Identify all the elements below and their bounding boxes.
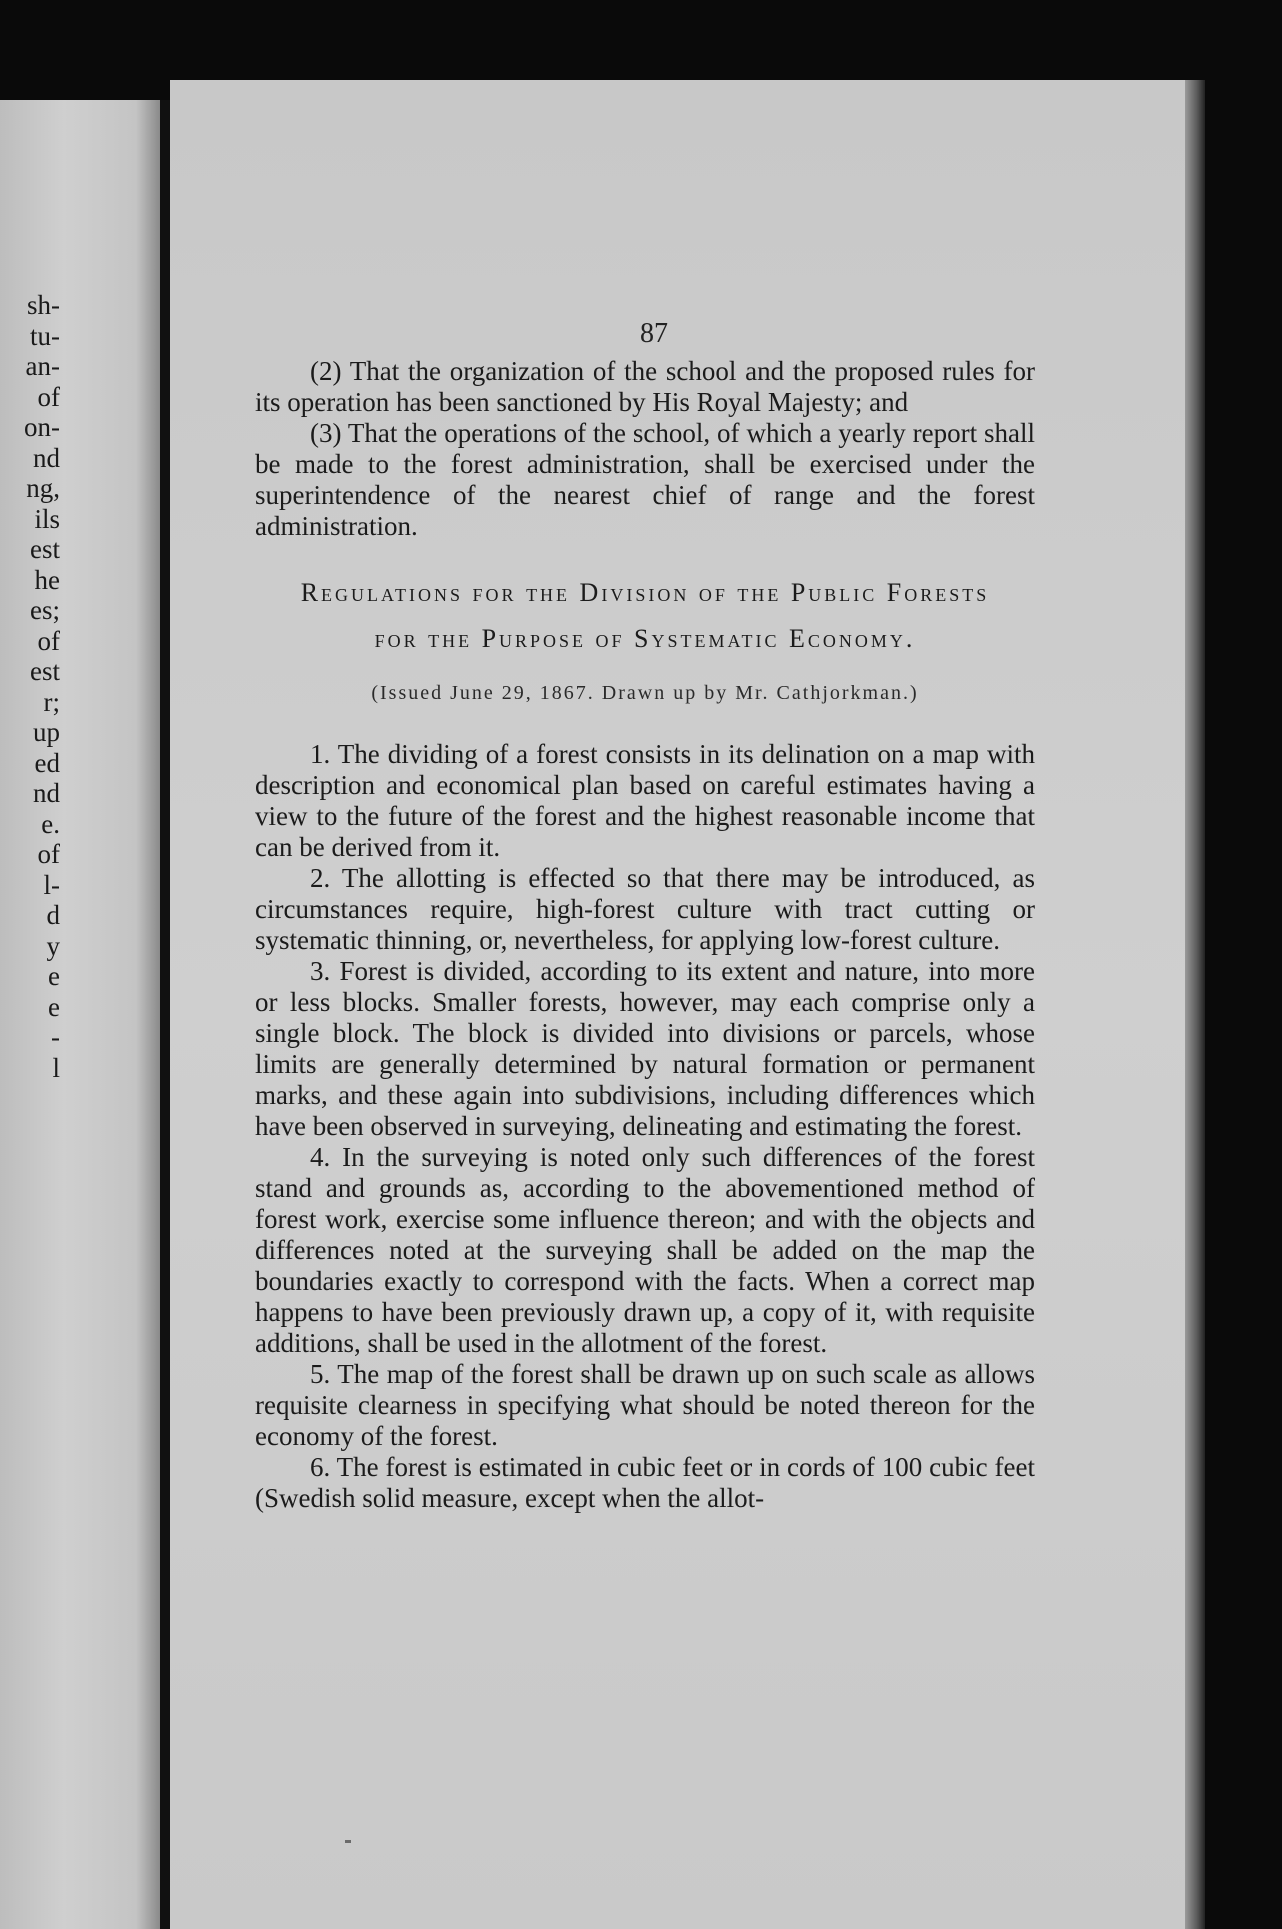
paragraph-2: (2) That the organization of the school and the proposed rules for its operation has been sanctioned by His Royal Majesty; and [255,356,1035,417]
left-page-fragment: of [37,381,60,412]
left-page-fragment: y [46,930,60,961]
left-page-text-fragments [0,290,60,1083]
left-page-fragment: - [51,1022,60,1052]
left-page-fragment: tu- [30,320,60,351]
left-page-fragment: e [48,991,60,1022]
left-page-fragment: ng, [26,473,60,503]
left-page-fragment: r; [43,686,60,717]
left-page-fragment: sh- [27,290,60,320]
left-page-fragment: e [48,961,60,991]
left-page-fragment: ils [34,503,60,534]
left-page-fragment: l [52,1052,60,1083]
paragraph-3: (3) That the operations of the school, of which a yearly report shall be made to the forest administration, shall be exercised under the superintendence of the nearest chief of range and the forest administration. [255,418,1035,541]
left-page-fragment: on- [24,412,60,442]
left-page-fragment: l- [43,869,60,900]
paper-speck [345,1840,351,1843]
left-page-fragment: ed [34,747,60,778]
page-edge [1185,80,1205,1929]
rule-2: 2. The allotting is effected so that there may be introduced, as circumstances require, high-forest culture with tract cutting or systematic thinning, or, nevertheless, for applying low-forest culture. [255,863,1035,955]
section-heading-line-2: for the Purpose of Systematic Economy. [374,624,916,653]
rule-3: 3. Forest is divided, according to its extent and nature, into more or less blocks. Smaller forests, however, may each comprise only a single block. The block is divided into divisions or parcels, whose limits are generally determined by natural formation or permanent marks, and these again into subdivisions, including differences which have been observed in surveying, delineating and estimating the forest. [255,956,1035,1141]
left-page-fragment: est [30,656,60,686]
page-body [255,356,1035,1514]
left-page-fragment: es; [30,595,60,625]
issued-note: (Issued June 29, 1867. Drawn up by Mr. Cathjorkman.) [371,682,919,704]
left-page-fragment: nd [33,442,60,473]
rule-5: 5. The map of the forest shall be drawn up on such scale as allows requisite clearness in specifying what should be noted thereon for the economy of the forest. [255,1359,1035,1451]
left-page-fragment: d [46,900,60,930]
left-page-fragment: an- [25,351,60,381]
left-page-fragment: of [37,839,60,869]
page-number: 87 [640,318,668,349]
left-page-fragment: he [34,564,60,595]
rule-4: 4. In the surveying is noted only such differences of the forest stand and grounds as, according to the abovementioned method of forest work, exercise some influence thereon; and with the objects and differences noted at the surveying shall be added on the map the boundaries exactly to correspond with the facts. When a correct map happens to have been previously drawn up, a copy of it, with requisite additions, shall be used in the allotment of the forest. [255,1142,1035,1358]
rule-6: 6. The forest is estimated in cubic feet or in cords of 100 cubic feet (Swedish solid measure, except when the allot- [255,1452,1035,1513]
section-heading [255,570,1035,662]
book-gutter [160,100,170,1929]
left-page-fragment: est [30,534,60,564]
left-page-fragment: e. [41,808,60,839]
rule-1: 1. The dividing of a forest consists in its delination on a map with description and economical plan based on careful estimates having a view to the future of the forest and the highest reasonable income that can be derived from it. [255,739,1035,862]
section-heading-line-1: Regulations for the Division of the Public Forests [300,578,990,607]
left-page-fragment: nd [33,778,60,808]
left-page-fragment: of [37,625,60,656]
left-page-fragment: up [33,717,60,747]
